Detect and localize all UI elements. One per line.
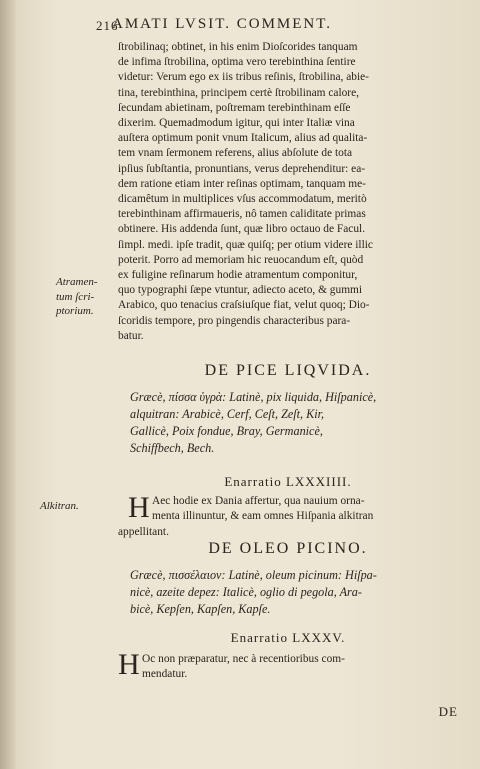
body-line: Oc non præparatur, nec à recentioribus com- [142,653,345,665]
marginal-line: Atramen- [56,276,98,288]
section-1-text [152,494,458,524]
body-line: menta illinuntur, & eam omnes Hiſpania alkitran [152,510,374,523]
marginal-line: tum ſcri- [56,290,95,303]
synonyms-oleo-picino [130,567,460,618]
body-line: ſimpl. medi. ipſe tradit, quæ quiſq; per otium videre illic [118,238,373,251]
running-title: AMATI LVSIT. COMMENT. [112,16,333,32]
synonym-line: Græcè, πίσσα ὑγρὰ: Latinè, pix liquida, Hiſpanicè, [130,390,377,404]
body-line: videtur: Verum ego ex iis tribus reſinis, ſtrobilina, abie- [118,71,369,84]
body-text [118,40,458,344]
synonym-line: alquitran: Arabicè, Cerf, Ceſt, Zeſt, Kir, [130,407,325,421]
synonym-line: bicè, Kepſen, Kapſen, Kapſe. [130,602,271,616]
section-title-pice-liquida: DE PICE LIQVIDA. [204,362,372,379]
section-title-oleo-picino: DE OLEO PICINO. [208,540,368,557]
body-line: ſcoridis tempore, pro pingendis characteribus para- [118,314,351,327]
body-line: ſecundam abietinam, poſtremam terebinthinam eſſe [118,101,351,114]
body-line: terebinthinam affirmaueris, nô tamen caliditate primas [118,208,366,221]
marginal-note-atramentum [56,275,118,319]
body-line: dem ratione etiam inter reſinas optimam, tanquam me- [118,177,366,190]
body-line: batur. [118,329,144,342]
body-line: mendatur. [142,668,188,681]
synonym-line: nicè, azeite depez: Italicè, oglio di pegola, Ara- [130,585,362,599]
section-1-text-end [118,525,458,540]
body-line: Arabico, quo tenacius craſsiuſque fiat, velut quoq; Dio- [118,299,370,312]
body-line: appellitant. [118,526,169,538]
body-line: poterit. Porro ad memoriam hic reuocandum eſt, quòd [118,253,364,266]
body-line: ipſius ſubſtantia, pronuntians, verus deprehenditur: ea- [118,162,366,175]
synonym-line: Gallicè, Poix fondue, Bray, Germanicè, [130,424,323,438]
body-line: quo typographi ſæpe vtuntur, adiecto aceto, & gummi [118,284,363,297]
synonyms-pice-liquida [130,389,460,457]
body-line: auſtera optimum ponit vnum Italicum, alius ad qualita- [118,132,368,145]
body-line: tem vnam ſermonem referens, alius abſolute de tota [118,147,353,160]
body-line: dicamêtum in multiplices vſus accommodatum, meritò [118,193,367,206]
enarratio-heading: Enarratio LXXXV. [230,630,346,645]
synonym-line: Græcè, πισσέλαιον: Latinè, oleum picinum: Hiſpa- [130,568,377,582]
body-line: Aec hodie ex Dania affertur, qua nauium orna- [152,495,365,507]
page-number: 216 [96,18,119,33]
drop-cap: H [128,491,150,524]
body-line: ex fuligine reſinarum hodie atramentum componitur, [118,269,358,282]
catchword: DE [438,704,458,719]
enarratio-heading: Enarratio LXXXIIII. [224,474,352,489]
body-line: de infima ſtrobilina, optima vero terebinthina ſentire [118,56,356,69]
body-line: obtinere. His addenda ſunt, quæ libro octauo de Facul. [118,223,366,236]
body-line: ſtrobilinaq; obtinet, in his enim Dioſcorides tanquam [118,41,358,53]
body-line: tina, terebinthina, principem certè ſtrobilinam calore, [118,86,360,99]
section-2-text [142,652,458,682]
marginal-note-alkitran: Alkitran. [40,500,79,512]
page-gutter [0,0,16,769]
marginal-line: ptorium. [56,305,94,317]
synonym-line: Schiffbech, Bech. [130,441,215,455]
drop-cap: H [118,648,140,681]
body-line: dixerim. Quemadmodum igitur, qui inter Italiæ vina [118,117,355,130]
